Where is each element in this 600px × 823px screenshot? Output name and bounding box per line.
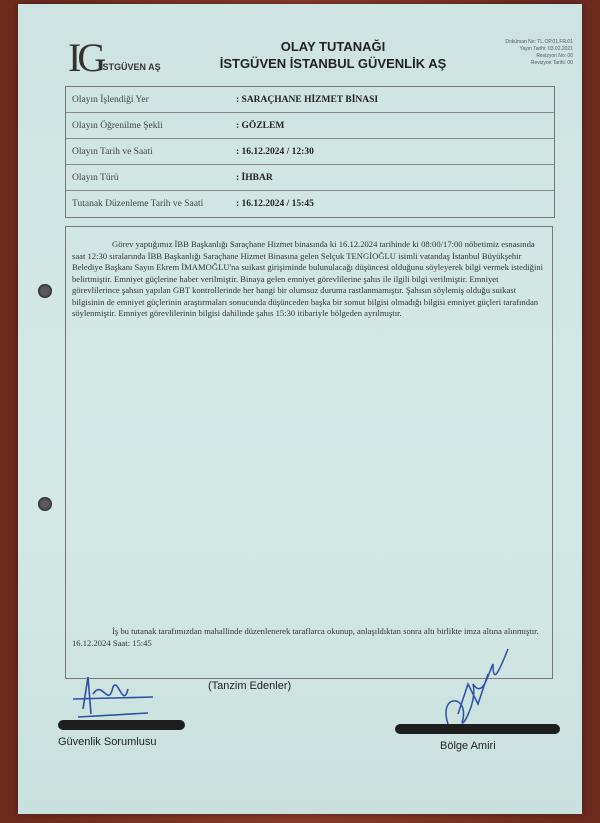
info-table — [65, 86, 555, 218]
info-row — [66, 87, 554, 113]
row-label: Olayın Türü — [72, 172, 119, 183]
info-row — [66, 113, 554, 139]
company-logo: IG İSTGÜVEN AŞ — [68, 35, 161, 80]
security-officer-label: Güvenlik Sorumlusu — [58, 736, 157, 748]
regional-manager-label: Bölge Amiri — [440, 740, 496, 752]
info-row — [66, 191, 554, 217]
doc-number: Doküman No: TL.OP.01.FR.01 — [505, 39, 573, 45]
logo-text: İSTGÜVEN AŞ — [100, 62, 161, 72]
row-label: Olayın İşlendiği Yer — [72, 94, 149, 105]
row-label: Olayın Öğrenilme Şekli — [72, 120, 163, 131]
redacted-name — [58, 720, 185, 730]
row-value: : GÖZLEM — [236, 120, 285, 131]
row-value: : İHBAR — [236, 172, 273, 183]
report-body — [65, 226, 553, 679]
row-label: Olayın Tarih ve Saati — [72, 146, 153, 157]
closing-statement: İş bu tutanak tarafımızdan mahallinde düzenlenerek taraflarca okunup, anlaşıldıktan sonra altı birlikte imza altına alınmıştır. 16.12.2024 Saat: 15:45 — [72, 626, 539, 648]
company-name: İSTGÜVEN İSTANBUL GÜVENLİK AŞ — [219, 56, 447, 71]
publish-date: Yayın Tarihi: 03.02.2021 — [519, 46, 573, 52]
revision-no: Revizyon No: 00 — [536, 53, 573, 59]
title-line: OLAY TUTANAĞI — [280, 39, 386, 54]
row-value: : SARAÇHANE HİZMET BİNASI — [236, 94, 379, 105]
signature-left — [63, 669, 163, 724]
doc-info — [458, 39, 573, 67]
row-label: Tutanak Düzenleme Tarih ve Saati — [72, 199, 204, 209]
prepared-by-label: (Tanzim Edenler) — [208, 680, 292, 692]
revision-date: Revizyon Tarihi: 00 — [530, 60, 573, 66]
info-row — [66, 139, 554, 165]
row-value: : 16.12.2024 / 12:30 — [236, 146, 314, 157]
punch-hole — [38, 284, 52, 298]
punch-hole — [38, 497, 52, 511]
info-row — [66, 165, 554, 191]
document-page — [18, 4, 582, 814]
redacted-name — [395, 724, 560, 734]
report-paragraph: Görev yaptığımız İBB Başkanlığı Saraçhane Hizmet binasında ki 16.12.2024 tarihinde ki 08:00/17:00 nöbetimiz esnasında saat 12:30 sıralarında İBB Başkanlığı Saraçhane Hizmet Binasına gelen Selçuk TENGİOĞLU isimli vatandaş İstanbul Büyükşehir Belediye Başkanı Sayın Ekrem İMAMOĞLU'na suikast girişiminde bulunulacağı düşüncesi olduğunu söyleyerek bilgi vermek istediğini belirtmiştir. Emniyet güçlerine haber verilmiştir. Binaya gelen emniyet görevlilerine şahıs ile ilgili bilgi verilmiştir. Emniyet görevlilerince şahsın yapılan GBT kontrollerinde her hangi bir olumsuz duruma rastlanmamıştır. Şahısın söylemiş olduğu suikast bilgisinin de emniyet güçlerinin araştırmaları sonucunda düşünceden başka bir somut bilgisi olmadığı bilgisi emniyet güçleri tarafından söylenmiştir. Emniyet görevlilerinin bilgisi dahilinde şahıs 15:30 itibariyle bölgeden ayrılmıştır. — [72, 239, 544, 318]
row-value: : 16.12.2024 / 15:45 — [236, 199, 314, 209]
document-title — [168, 38, 498, 72]
